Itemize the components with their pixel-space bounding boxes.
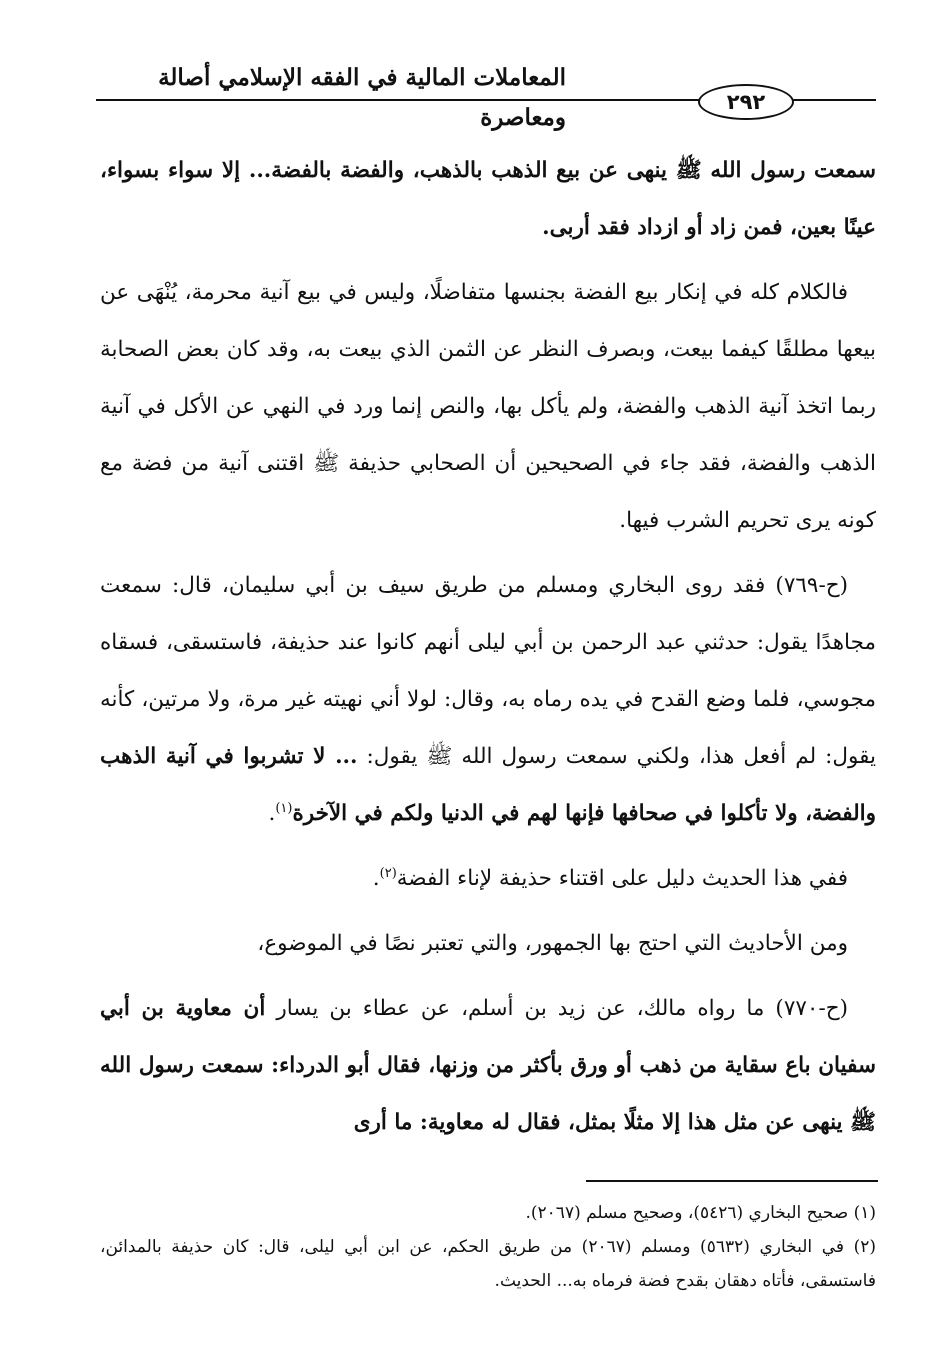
footnote-ref-2[interactable]: (٢) <box>379 865 397 881</box>
paragraph-evidence-intro: ومن الأحاديث التي احتج بها الجمهور، والتي تعتبر نصًا في الموضوع، <box>257 931 848 956</box>
paragraph-conclusion: ففي هذا الحديث دليل على اقتناء حذيفة لإناء الفضة$^{(٢)}$. <box>372 865 848 891</box>
running-header-title: المعاملات المالية في الفقه الإسلامي أصالة ومعاصرة <box>158 64 566 131</box>
paragraph-hadith-769: (ح-٧٦٩) فقد روى البخاري ومسلم من طريق سيف بن أبي سليمان، قال: سمعت مجاهدًا يقول: حدثني عبد الرحمن بن أبي ليلى أنهم كانوا عند حذيفة، فاستسقى، فسقاه مجوسي، فلما وضع القدح في يده رماه به، وقال: لولا أني نهيته غير مرة، ولا مرتين، كأنه يقول: لم أفعل هذا، ولكني سمعت رسول الله ﷺ يقول: ... لا تشربوا في آنية الذهب والفضة، ولا تأكلوا في صحافها فإنها لهم في الدنيا ولكم في الآخرة$^{(١)}$. <box>100 573 876 826</box>
hadith-quote-continuation: سمعت رسول الله ﷺ ينهى عن بيع الذهب بالذهب، والفضة بالفضة... إلا سواء بسواء، عينًا بعين، فمن زاد أو ازداد فقد أربى. <box>100 158 876 240</box>
hadith-769-narration: (ح-٧٦٩) فقد روى البخاري ومسلم من طريق سيف بن أبي سليمان، قال: سمعت مجاهدًا يقول: حدثني عبد الرحمن بن أبي ليلى أنهم كانوا عند حذيفة، فاستسقى، فسقاه مجوسي، فلما وضع القدح في يده رماه به، وقال: لولا أني نهيته غير مرة، ولا مرتين، كأنه يقول: لم أفعل هذا، ولكني سمعت رسول الله ﷺ يقول: <box>100 573 876 769</box>
page-number: ٢٩٢ <box>698 84 794 120</box>
paragraph-hadith-770 <box>100 980 876 1151</box>
footnotes <box>100 1196 876 1298</box>
footnote-1: (١) صحيح البخاري (٥٤٢٦)، وصحيح مسلم (٢٠٦٧). <box>525 1203 876 1223</box>
hadith-770-quote: أن معاوية بن أبي سفيان باع سقاية من ذهب أو ورق بأكثر من وزنها، فقال أبو الدرداء: سمعت رسول الله ﷺ ينهى عن مثل هذا إلا مثلًا بمثل، فقال له معاوية: ما أرى <box>100 996 876 1135</box>
footnote-rule <box>586 1180 878 1182</box>
main-text <box>100 142 876 1151</box>
hadith-769-quote: ... لا تشربوا في آنية الذهب والفضة، ولا تأكلوا في صحافها فإنها لهم في الدنيا ولكم في الآخرة <box>100 744 876 826</box>
conclusion-text: ففي هذا الحديث دليل على اقتناء حذيفة لإناء الفضة <box>396 866 848 891</box>
hadith-770-narration: (ح-٧٧٠) ما رواه مالك، عن زيد بن أسلم، عن عطاء بن يسار <box>276 996 848 1021</box>
footnote-2: (٢) في البخاري (٥٦٣٢) ومسلم (٢٠٦٧) من طريق الحكم، عن ابن أبي ليلى، قال: كان حذيفة بالمدائن، فاستسقى، فأتاه دهقان بقدح فضة فرماه به... الحديث. <box>100 1237 876 1291</box>
paragraph-commentary: فالكلام كله في إنكار بيع الفضة بجنسها متفاضلًا، وليس في بيع آنية محرمة، يُنْهَى عن بيعها مطلقًا كيفما بيعت، وبصرف النظر عن الثمن الذي بيعت به، وقد كان بعض الصحابة ربما اتخذ آنية الذهب والفضة، ولم يأكل بها، والنص إنما ورد في النهي عن الأكل في آنية الذهب والفضة، فقد جاء في الصحيحين أن الصحابي حذيفة ﷺ اقتنى آنية من فضة مع كونه يرى تحريم الشرب فيها. <box>100 280 876 533</box>
footnote-ref-1[interactable]: (١) <box>275 800 293 816</box>
